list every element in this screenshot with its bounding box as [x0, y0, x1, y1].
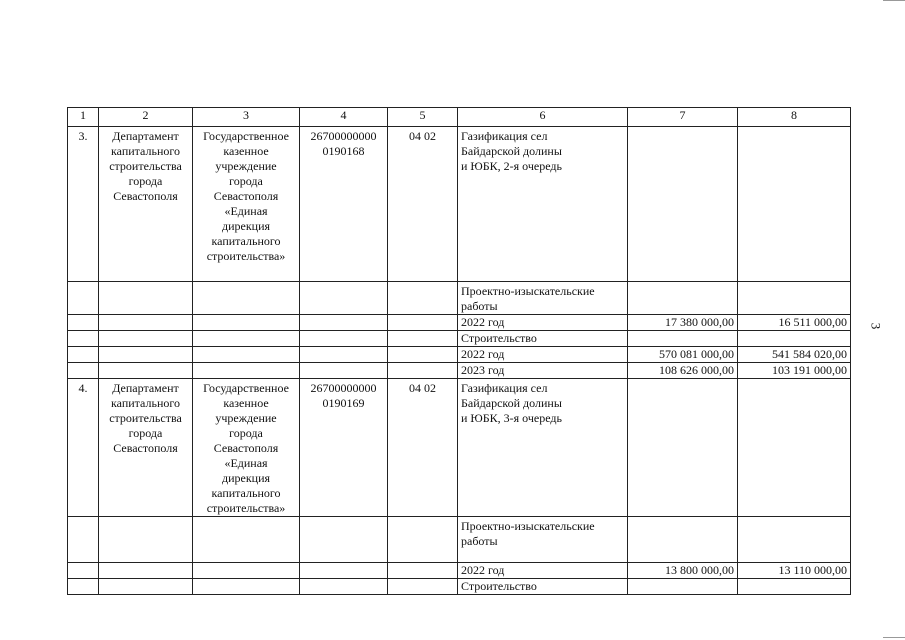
code-line: 26700000000 [310, 129, 377, 143]
table-row [68, 282, 851, 315]
table-row [68, 331, 851, 347]
institution-line: «Единая [224, 456, 268, 470]
amount-cell: 108 626 000,00 [628, 363, 738, 379]
department-cell [99, 127, 193, 282]
institution-line: города [229, 174, 263, 188]
scan-edge-mark-top [883, 0, 905, 1]
item-label-line: Проектно-изыскательские [461, 284, 595, 298]
amount-cell [738, 127, 851, 282]
amount-cell: 17 380 000,00 [628, 315, 738, 331]
institution-line: «Единая [224, 204, 268, 218]
department-line: города [128, 174, 163, 188]
object-line: Газификация сел [461, 129, 548, 143]
amount-cell [738, 379, 851, 517]
table-row [68, 379, 851, 517]
amount-cell [628, 127, 738, 282]
item-label: 2022 год [458, 347, 628, 363]
object-line: и ЮБК, 3-я очередь [461, 411, 562, 425]
item-label-line: работы [461, 534, 498, 548]
item-label: 2022 год [458, 563, 628, 579]
institution-line: Севастополя [213, 441, 279, 455]
object-line: Байдарской долины [461, 396, 562, 410]
code-line: 26700000000 [310, 381, 377, 395]
department-line: Севастополя [113, 441, 178, 455]
object-line: Газификация сел [461, 381, 548, 395]
item-label-line: Проектно-изыскательские [461, 519, 595, 533]
amount-cell: 103 191 000,00 [738, 363, 851, 379]
institution-line: дирекция [221, 219, 271, 233]
header-cell: 3 [193, 108, 300, 127]
table-row [68, 315, 851, 331]
code-line: 0190168 [322, 144, 365, 158]
page-number: 3 [868, 322, 884, 330]
header-row [68, 108, 851, 127]
amount-cell: 16 511 000,00 [738, 315, 851, 331]
institution-line: строительства» [206, 249, 286, 263]
code-cell [300, 127, 388, 282]
table-row [68, 579, 851, 595]
table-row [68, 363, 851, 379]
header-cell: 5 [388, 108, 458, 127]
header-cell: 7 [628, 108, 738, 127]
table-row [68, 517, 851, 563]
object-cell [458, 127, 628, 282]
department-line: капитального [111, 144, 180, 158]
table-row [68, 127, 851, 282]
code-cell [300, 379, 388, 517]
item-label: 2022 год [458, 315, 628, 331]
amount-cell [628, 379, 738, 517]
budget-table [67, 107, 851, 595]
department-line: города [128, 426, 163, 440]
department-line: Севастополя [113, 189, 178, 203]
header-cell: 4 [300, 108, 388, 127]
section-cell: 04 02 [388, 127, 458, 282]
institution-cell [193, 127, 300, 282]
department-line: Департамент [112, 129, 179, 143]
scan-edge-mark-bottom [883, 637, 905, 638]
institution-line: города [229, 426, 263, 440]
institution-line: учреждение [215, 411, 277, 425]
amount-cell: 13 110 000,00 [738, 563, 851, 579]
department-line: капитального [111, 396, 180, 410]
institution-line: капитального [211, 234, 281, 248]
row-number: 3. [68, 127, 99, 282]
object-cell [458, 379, 628, 517]
table-row [68, 563, 851, 579]
amount-cell: 541 584 020,00 [738, 347, 851, 363]
institution-line: Государственное [203, 129, 289, 143]
header-cell: 2 [99, 108, 193, 127]
amount-cell: 13 800 000,00 [628, 563, 738, 579]
header-cell: 8 [738, 108, 851, 127]
row-number: 4. [68, 379, 99, 517]
code-line: 0190169 [322, 396, 365, 410]
institution-line: дирекция [221, 471, 271, 485]
object-line: Байдарской долины [461, 144, 562, 158]
table-row [68, 347, 851, 363]
item-label-line: работы [461, 299, 498, 313]
item-label [458, 517, 628, 563]
item-label: 2023 год [458, 363, 628, 379]
item-label [458, 282, 628, 315]
institution-line: казенное [223, 144, 269, 158]
institution-line: казенное [223, 396, 269, 410]
section-cell: 04 02 [388, 379, 458, 517]
department-cell [99, 379, 193, 517]
amount-cell: 570 081 000,00 [628, 347, 738, 363]
institution-line: капитального [211, 486, 281, 500]
institution-line: Государственное [203, 381, 289, 395]
department-line: строительства [109, 411, 182, 425]
header-cell: 6 [458, 108, 628, 127]
department-line: строительства [109, 159, 182, 173]
institution-cell [193, 379, 300, 517]
institution-line: учреждение [215, 159, 277, 173]
header-cell: 1 [68, 108, 99, 127]
item-label: Строительство [458, 331, 628, 347]
institution-line: Севастополя [213, 189, 279, 203]
item-label: Строительство [458, 579, 628, 595]
institution-line: строительства» [206, 501, 286, 515]
object-line: и ЮБК, 2-я очередь [461, 159, 562, 173]
department-line: Департамент [112, 381, 179, 395]
